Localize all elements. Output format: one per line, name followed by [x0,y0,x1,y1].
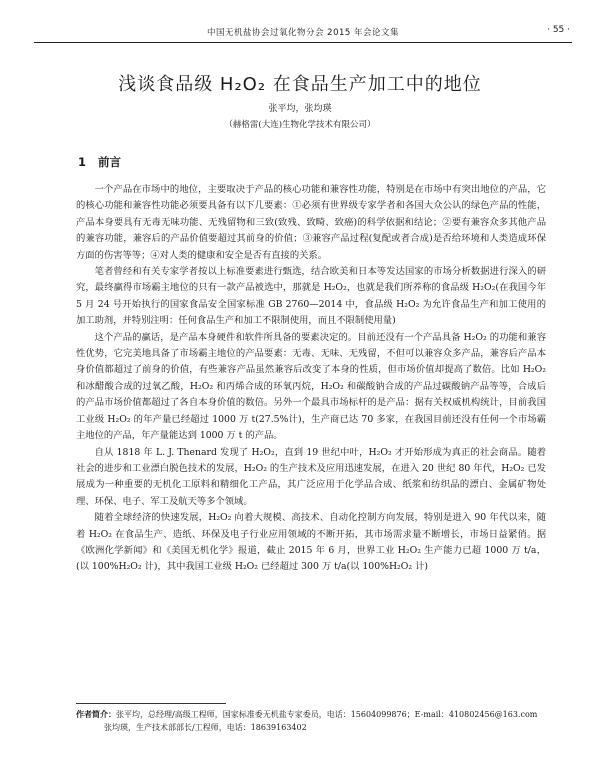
section-number: 1 [78,155,87,169]
running-header [34,22,572,43]
body-text [76,182,546,576]
affiliation: （赫格雷(大连)生物化学技术有限公司） [224,120,376,130]
paper-title: 浅谈食品级 H₂O₂ 在食品生产加工中的地位 [118,74,482,95]
authors: 张平均，张均瑛 [268,104,332,114]
paragraph: 这个产品的赢话，是产品本身硬件和软件所具备的要素决定的。目前还没有一个产品具备 H₂O₂ 的功能和兼容性优势，它完美地具备了市场霸主地位的产品要素：无毒、无味、无残留，不但可以兼容众多产品，兼容后产品本身价值都超过了前身的价值，有些兼容产品虽然兼容后改变了本身的性质，但市场价值却提高了数倍。比如 H₂O₂ 和冰醋酸合成的过氧乙酸，H₂O₂ 和丙烯合成的环氧丙烷，H₂O₂ 和碳酸钠合成的产品过碳酸钠产品等等，合成后的产品市场价值都超过了各自本身价值的数倍。另外一个最具市场标杆的是产品：据有关权威机构统计，目前我国工业级 H₂O₂ 的年产量已经超过 1000 万 t(27.5%计)，生产商已达 70 多家，在我国目前还没有任何一个市场霸主地位的产品，年产量能达到 1000 万 t 的产品。 [76,331,546,442]
paragraph: 自从 1818 年 L. J. Thenard 发现了 H₂O₂，直到 19 世纪中叶，H₂O₂ 才开始形成为真正的社会商品。随着社会的进步和工业漂白脱色技术的发展，H₂O₂ 的生产技术及应用迅速发展，在进入 20 世纪 80 年代，H₂O₂ 已发展成为一种重要的无机化工原料和精细化工产品，其广泛应用于化学品合成、纸浆和纺织品的漂白、金属矿物处理、环保、电子、军工及航天等多个领域。 [76,446,546,507]
journal-title: 中国无机盐协会过氧化物分会 2015 年会论文集 [206,28,400,38]
paragraph: 一个产品在市场中的地位，主要取决于产品的核心功能和兼容性功能，特别是在市场中有突出地位的产品，它的核心功能和兼容性功能必须要具备有以下几要素：①必须有世界级专家学者和各国大众公认的绿色产品的性能，产品本身要具有无毒无味功能、无残留物和三致(致残、致畸、致癌)的科学依据和结论；②要有兼容众多其他产品的兼容功能，兼容后的产品价值要超过其前身的价值；③兼容产品过程(复配或者合成)是否给环境和人类造成环保方面的伤害等等；④对人类的健康和安全是否有直接的关系。 [76,184,546,261]
section-title: 前言 [98,155,122,169]
footnote-divider [76,703,226,704]
footnote-label: 作者简介： [76,709,116,719]
paragraph: 笔者曾经和有关专家学者按以上标准要素进行甄选，结合欧美和日本等发达国家的市场分析数据进行深入的研究，最终赢得市场霸主地位的只有一款产品被选中，那就是 H₂O₂，也就是我们所养称的食品级 H₂O₂(在我国今年 5 月 24 号开始执行的国家食品安全国家标准 GB 2760—2014 中，食品级 H₂O₂ 为允许食品生产和加工使用的加工助剂，并特别注明：任何食品生产和加工不限制使用，而且不限制使用量) [76,266,546,327]
footnote-author-2: 张均瑛，生产技术部部长/工程师，电话：18639163402 [104,723,307,732]
footnote-author-1: 张平均，总经理/高级工程师，国家标准委无机盐专家委员，电话：15604099876；E-mail：410802456@163.com [116,710,538,719]
section-heading [78,154,121,170]
page-number: · 55 · [547,25,570,35]
paragraph: 随着全球经济的快速发展，H₂O₂ 向着大规模、高技术、自动化控制方向发展，特别是进入 90 年代以来，随着 H₂O₂ 在食品生产、造纸、环保及电子行业应用领域的不断开拓，其市场需求量不断增长，市场日益紧俏。据《欧洲化学新闻》和《美国无机化学》报道，截止 2015 年 6 月，世界工业 H₂O₂ 生产能力已超 1000 万 t/a，(以 100%H₂O₂ 计)，其中我国工业级 H₂O₂ 已经超过 300 万 t/a(以 100%H₂O₂ 计) [76,512,546,573]
author-footnote [76,708,546,734]
